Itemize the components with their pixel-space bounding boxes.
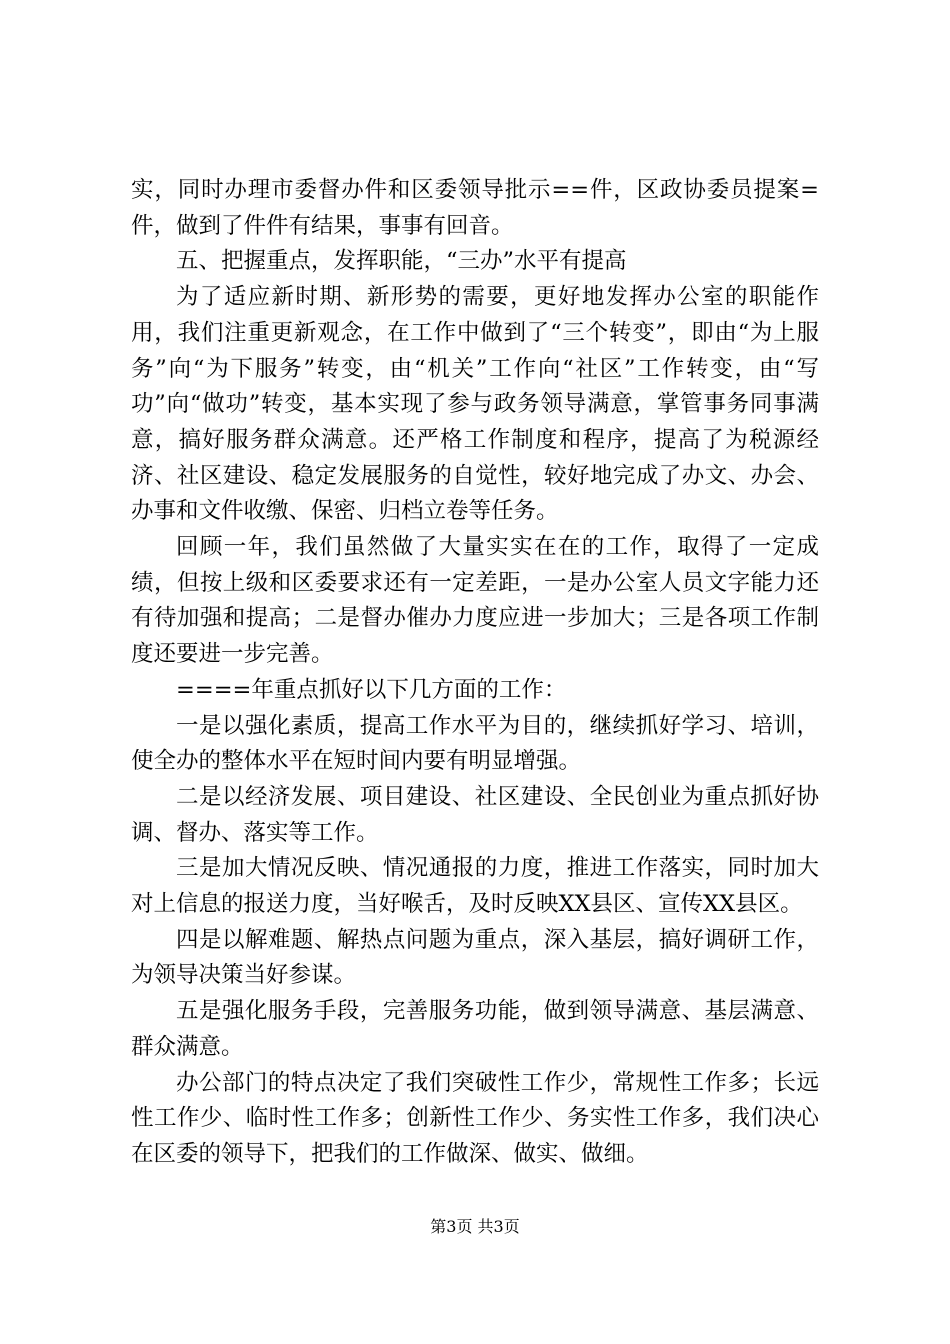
paragraph: ====年重点抓好以下几方面的工作： [176,676,567,703]
document-body [131,173,819,1173]
paragraph: 回顾一年，我们虽然做了大量实实在在的工作，取得了一定成绩，但按上级和区委要求还有一定差距，一是办公室人员文字能力还有待加强和提高；二是督办催办力度应进一步加大；三是各项工作制度还要进一步完善。 [131,534,819,668]
page-number-label: 第3页 共3页 [430,1217,520,1236]
list-item: 四是以解难题、解热点问题为重点，深入基层，搞好调研工作，为领导决策当好参谋。 [131,926,819,989]
page-footer [0,1217,950,1237]
paragraph: 为了适应新时期、新形势的需要，更好地发挥办公室的职能作用，我们注重更新观念，在工作中做到了“三个转变”，即由“为上服务”向“为下服务”转变，由“机关”工作向“社区”工作转变，由“写功”向“做功”转变，基本实现了参与政务领导满意，掌管事务同事满意，搞好服务群众满意。还严格工作制度和程序，提高了为税源经济、社区建设、稳定发展服务的自觉性，较好地完成了办文、办会、办事和文件收缴、保密、归档立卷等任务。 [131,284,819,525]
list-item: 三是加大情况反映、情况通报的力度，推进工作落实，同时加大对上信息的报送力度，当好喉舌，及时反映XX县区、宣传XX县区。 [131,855,819,918]
paragraph-continuation: 实，同时办理市委督办件和区委领导批示==件，区政协委员提案=件，做到了件件有结果，事事有回音。 [131,177,819,239]
list-item: 一是以强化素质，提高工作水平为目的，继续抓好学习、培训，使全办的整体水平在短时间内要有明显增强。 [131,712,819,775]
list-item: 五是强化服务手段，完善服务功能，做到领导满意、基层满意、群众满意。 [131,998,819,1060]
section-heading: 五、把握重点，发挥职能，“三办”水平有提高 [176,248,627,275]
list-item: 二是以经济发展、项目建设、社区建设、全民创业为重点抓好协调、督办、落实等工作。 [131,783,819,846]
paragraph-conclusion: 办公部门的特点决定了我们突破性工作少，常规性工作多；长远性工作少、临时性工作多；创新性工作少、务实性工作多，我们决心在区委的领导下，把我们的工作做深、做实、做细。 [131,1069,819,1167]
